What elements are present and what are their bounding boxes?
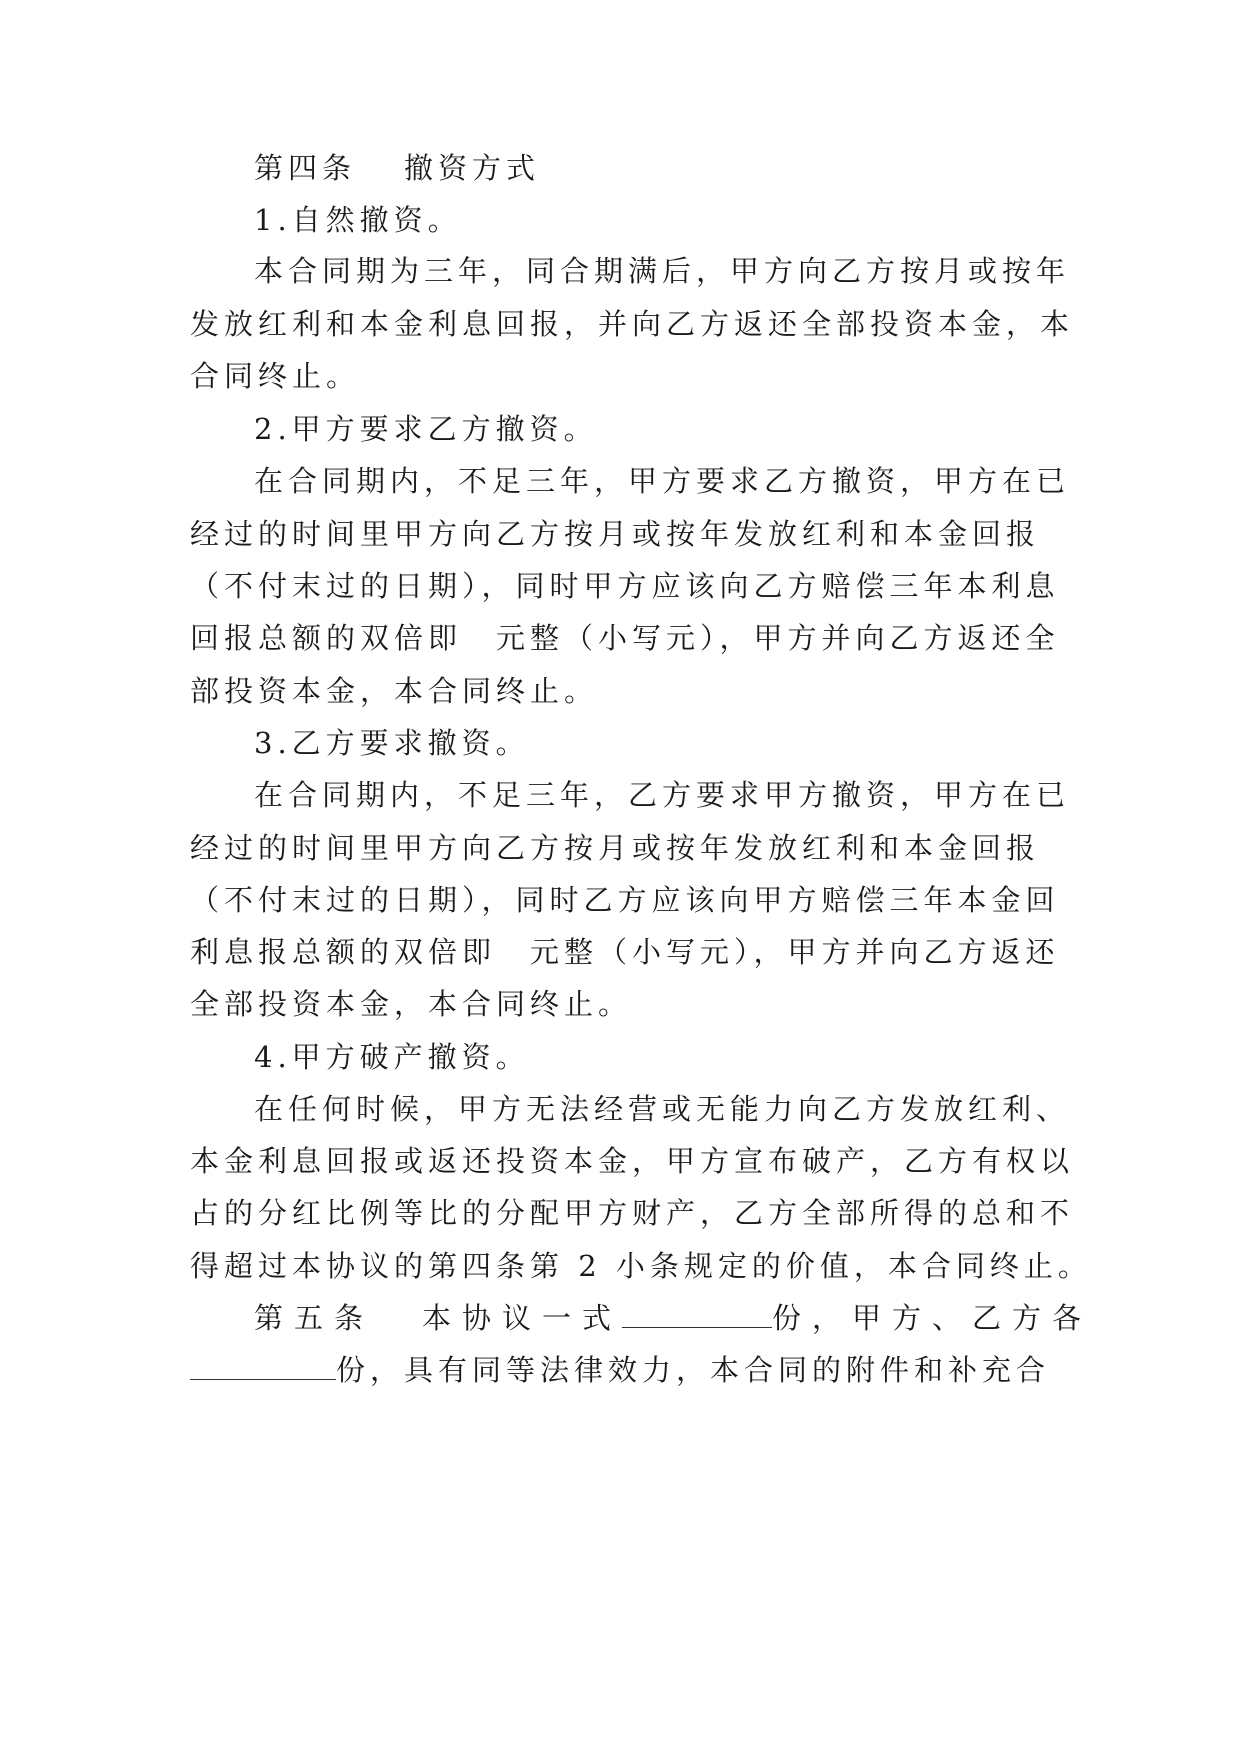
article5-text-after-blank: 份，甲方、乙方各 (772, 1301, 1093, 1335)
item4-line-4: 得超过本协议的第四条第 2 小条规定的价值，本合同终止。 (190, 1249, 1092, 1283)
item1-line-2: 发放红利和本金利息回报，并向乙方返还全部投资本金，本 (190, 307, 1075, 341)
item2-title: 2.甲方要求乙方撤资。 (254, 412, 598, 446)
article5-heading-number: 第五条 (254, 1301, 375, 1335)
item3-line-4: 利息报总额的双倍即 元整（小写元），甲方并向乙方返还 (190, 935, 1060, 969)
item3-line-3: （不付末过的日期），同时乙方应该向甲方赔偿三年本金回 (190, 883, 1060, 917)
item1-line-3: 合同终止。 (190, 359, 361, 393)
article5-text-before-blank: 本协议一式 (422, 1301, 623, 1335)
item4-title: 4.甲方破产撤资。 (254, 1040, 530, 1074)
item4-line-3: 占的分红比例等比的分配甲方财产，乙方全部所得的总和不 (190, 1196, 1075, 1230)
article4-heading (254, 148, 1154, 188)
item2-line-3: （不付末过的日期），同时甲方应该向乙方赔偿三年本利息 (190, 569, 1060, 603)
copies-each-blank (190, 1355, 336, 1380)
article4-heading-number: 第四条 (254, 151, 357, 185)
item4-line-2: 本金利息回报或返还投资本金，甲方宣布破产，乙方有权以 (190, 1144, 1075, 1178)
article5-line-2 (190, 1350, 1090, 1390)
item2-line-4: 回报总额的双倍即 元整（小写元），甲方并向乙方返还全 (190, 621, 1060, 655)
item2-line-2: 经过的时间里甲方向乙方按月或按年发放红利和本金回报 (190, 517, 1041, 551)
item3-line-1: 在合同期内，不足三年，乙方要求甲方撤资，甲方在已 (254, 778, 1071, 812)
item1-title: 1.自然撤资。 (254, 203, 462, 237)
item4-line-1: 在任何时候，甲方无法经营或无能力向乙方发放红利、 (254, 1092, 1071, 1126)
copies-total-blank (622, 1303, 772, 1328)
item2-line-5: 部投资本金，本合同终止。 (190, 674, 599, 708)
item2-line-1: 在合同期内，不足三年，甲方要求乙方撤资，甲方在已 (254, 464, 1071, 498)
item3-title: 3.乙方要求撤资。 (254, 726, 530, 760)
article4-heading-title: 撤资方式 (404, 151, 541, 185)
item3-line-5: 全部投资本金，本合同终止。 (190, 987, 633, 1021)
item1-line-1: 本合同期为三年，同合期满后，甲方向乙方按月或按年 (254, 254, 1071, 288)
article5-line2-text: 份，具有同等法律效力，本合同的附件和补充合 (336, 1353, 1051, 1387)
item3-line-2: 经过的时间里甲方向乙方按月或按年发放红利和本金回报 (190, 831, 1041, 865)
article5-line-1 (254, 1298, 1154, 1338)
